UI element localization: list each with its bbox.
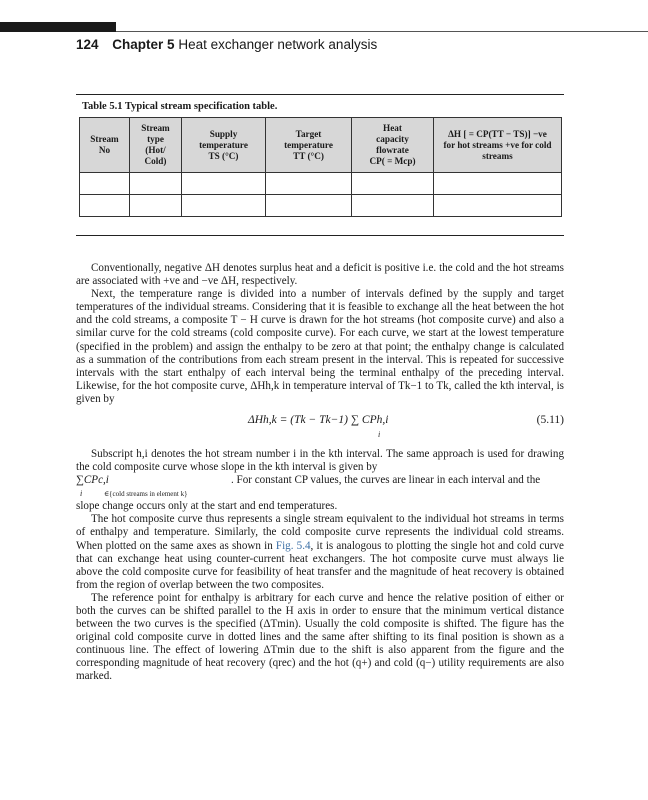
equation-expression: ΔHh,k = (Tk − Tk−1) ∑ CPh,i	[248, 414, 389, 427]
column-header-line: Target	[295, 128, 322, 139]
column-header-line: Supply	[209, 128, 238, 139]
column-header-line: TT (°C)	[293, 150, 324, 161]
sigma-trailing-text: . For constant CP values, the curves are linear in each interval and the	[231, 474, 541, 487]
paragraph-3: Subscript h,i denotes the hot stream number i in the kth interval. The same approach is used for drawing the cold composite curve whose slope in the kth interval is given by	[76, 448, 564, 474]
column-header	[80, 118, 130, 173]
p4-text-b: , it is analogous to plotting the single hot and cold curve that can exchange heat using counter-current heat exchangers. The hot composite curve must always lie above the cold composite curve for feasibility of heat transfer and the magnitude of heat recovery is obtained from the region of overlap between the two composites.	[76, 539, 564, 591]
p4-text-a: The hot composite curve thus represents a single stream equivalent to the individual hot streams in terms of enthalpy and temperature. Similarly, the cold composite curve represents the individual cold streams. When plotted on the same axes as shown in	[76, 513, 564, 552]
column-header-line: No	[98, 145, 111, 155]
equation-sum-subscript: i	[378, 430, 381, 440]
table-header-row	[80, 118, 562, 173]
paragraph-5: The reference point for enthalpy is arbitrary for each curve and hence the relative position of either or both the curves can be shifted parallel to the H axis in order to ensure that the minimum vertical distance between the two curves is the specified (ΔTmin). Usually the cold composite is shifted. The figure has the original cold composite curve in dotted lines and the same after shifting to its final position is shown as a continuous line. The effect of lowering ΔTmin due to the shift is also apparent from the figure and the corresponding magnitude of heat recovery (qrec) and the hot (q+) and cold (q−) utility requirements are also marked.	[76, 591, 564, 683]
table-cell	[182, 173, 266, 195]
table-cell	[266, 195, 352, 217]
table-cell	[130, 173, 182, 195]
paragraph-1: Conventionally, negative ΔH denotes surplus heat and a deficit is positive i.e. the cold and the hot streams are associated with +ve and −ve ΔH, respectively.	[76, 262, 564, 288]
body-text	[76, 262, 564, 684]
table-body	[80, 173, 562, 217]
table-cell	[80, 173, 130, 195]
column-header-line: capacity	[376, 134, 409, 144]
fig-5-4-link[interactable]: Fig. 5.4	[275, 539, 311, 552]
table-row	[80, 195, 562, 217]
table-cell	[352, 195, 434, 217]
column-header-line: Cold)	[144, 156, 167, 166]
table-cell	[434, 173, 562, 195]
column-header-line: Heat	[383, 123, 402, 133]
stream-spec-table-box	[76, 94, 564, 236]
paragraph-3-end: slope change occurs only at the start and end temperatures.	[76, 500, 338, 513]
sigma-subscript: i	[80, 489, 83, 499]
column-header-line: ΔH [ = CP(TT − TS)] −ve	[448, 128, 547, 139]
table-cell	[352, 173, 434, 195]
sigma-expression: ∑CPc,i	[76, 474, 109, 487]
column-header	[182, 118, 266, 173]
header-bar	[0, 22, 116, 32]
column-header-line: Stream	[90, 134, 119, 144]
column-header-line: flowrate	[376, 145, 409, 155]
equation-number: (5.11)	[536, 414, 564, 427]
table-row	[80, 173, 562, 195]
stream-spec-table	[79, 117, 562, 217]
table-cell	[130, 195, 182, 217]
column-header-line: Stream	[141, 123, 170, 133]
chapter-title: Heat exchanger network analysis	[178, 37, 378, 52]
column-header	[266, 118, 352, 173]
equation-5-11	[76, 410, 564, 442]
column-header-line: temperature	[284, 139, 333, 150]
running-head	[76, 37, 377, 52]
cold-slope-expression	[76, 474, 564, 500]
paragraph-2: Next, the temperature range is divided into a number of intervals defined by the supply and target temperatures of the individual streams. Considering that it is feasible to exchange all the heat between the hot and the cold streams, a composite T − H curve is drawn for the hot streams (hot composite curve) and also a similar curve for the cold streams (cold composite curve). For each curve, we start at the lowest temperature (specified in the problem) and assign the enthalpy to be zero at that point; the enthalpy change is calculated as a summation of the contributions from each stream present in the interval. This is repeated for successive intervals with the start enthalpy of each interval being the terminal enthalpy of the preceding interval. Likewise, for the hot composite curve, ΔHh,k in temperature interval of Tk−1 to Tk, called the kth interval, is given by	[76, 288, 564, 405]
column-header-line: type	[147, 134, 164, 144]
page-number: 124	[76, 37, 99, 52]
table-cell	[80, 195, 130, 217]
column-header-line: for hot streams +ve for cold	[443, 139, 552, 150]
table-cell	[266, 173, 352, 195]
table-cell	[182, 195, 266, 217]
column-header	[352, 118, 434, 173]
column-header-line: (Hot/	[145, 145, 166, 155]
table-cell	[434, 195, 562, 217]
header-rule	[116, 31, 648, 32]
column-header-line: streams	[482, 150, 513, 161]
table-title: Table 5.1 Typical stream specification table.	[82, 101, 278, 112]
sigma-note: ∈{cold streams in element k}	[104, 490, 188, 499]
column-header	[130, 118, 182, 173]
column-header-line: TS (°C)	[208, 150, 239, 161]
paragraph-4	[76, 513, 564, 592]
column-header-line: temperature	[199, 139, 248, 150]
chapter-label: Chapter 5	[112, 37, 175, 52]
column-header	[434, 118, 562, 173]
column-header-line: CP( = Mcp)	[369, 156, 416, 166]
